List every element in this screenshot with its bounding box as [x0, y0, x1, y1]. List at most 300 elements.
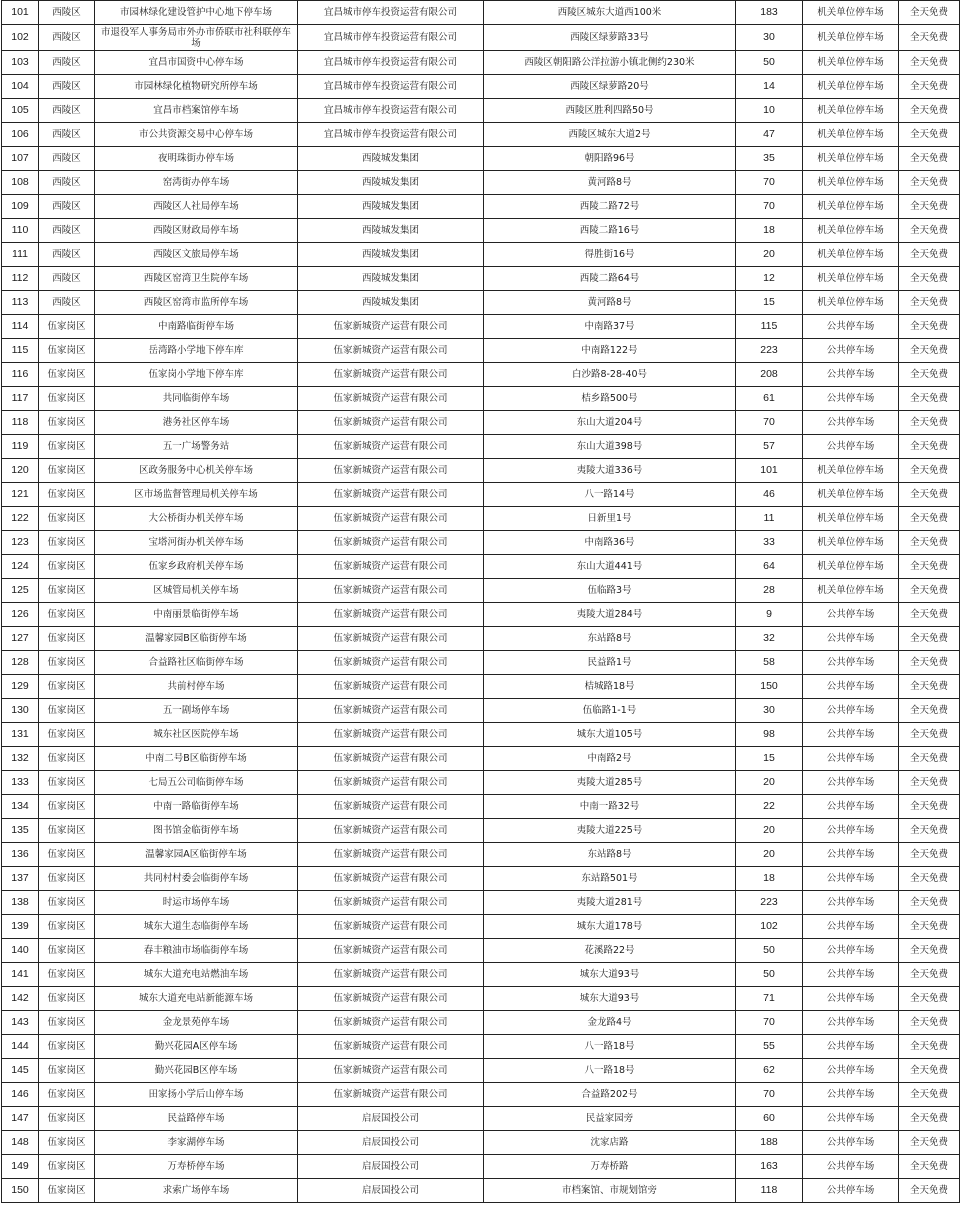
- address-cell: 桔乡路500号: [484, 387, 736, 411]
- district-cell: 伍家岗区: [39, 1011, 95, 1035]
- district-cell: 西陵区: [39, 147, 95, 171]
- fee-cell: 全天免费: [899, 915, 960, 939]
- row-number-cell: 128: [2, 651, 39, 675]
- address-cell: 八一路18号: [484, 1035, 736, 1059]
- row-number-cell: 137: [2, 867, 39, 891]
- row-number-cell: 115: [2, 339, 39, 363]
- district-cell: 伍家岗区: [39, 1107, 95, 1131]
- operator-cell: 伍家新城资产运营有限公司: [298, 1059, 484, 1083]
- table-row: [2, 123, 960, 147]
- table-row: [2, 75, 960, 99]
- operator-cell: 伍家新城资产运营有限公司: [298, 819, 484, 843]
- table-row: [2, 579, 960, 603]
- parking-lot-name-cell: 市园林绿化植物研究所停车场: [95, 75, 298, 99]
- lot-type-cell: 机关单位停车场: [803, 51, 899, 75]
- table-row: [2, 723, 960, 747]
- table-row: [2, 507, 960, 531]
- space-count-cell: 50: [736, 963, 803, 987]
- district-cell: 西陵区: [39, 171, 95, 195]
- space-count-cell: 20: [736, 243, 803, 267]
- fee-cell: 全天免费: [899, 1155, 960, 1179]
- space-count-cell: 18: [736, 867, 803, 891]
- table-row: [2, 459, 960, 483]
- fee-cell: 全天免费: [899, 171, 960, 195]
- fee-cell: 全天免费: [899, 723, 960, 747]
- address-cell: 中南路37号: [484, 315, 736, 339]
- table-row: [2, 435, 960, 459]
- space-count-cell: 58: [736, 651, 803, 675]
- operator-cell: 伍家新城资产运营有限公司: [298, 363, 484, 387]
- table-row: [2, 1107, 960, 1131]
- address-cell: 夷陵大道285号: [484, 771, 736, 795]
- space-count-cell: 55: [736, 1035, 803, 1059]
- address-cell: 西陵区城东大道2号: [484, 123, 736, 147]
- parking-lot-name-cell: 夜明珠街办停车场: [95, 147, 298, 171]
- parking-lot-name-cell: 共前村停车场: [95, 675, 298, 699]
- district-cell: 伍家岗区: [39, 459, 95, 483]
- fee-cell: 全天免费: [899, 579, 960, 603]
- row-number-cell: 124: [2, 555, 39, 579]
- operator-cell: 宜昌城市停车投资运营有限公司: [298, 25, 484, 51]
- row-number-cell: 105: [2, 99, 39, 123]
- operator-cell: 西陵城发集团: [298, 243, 484, 267]
- district-cell: 伍家岗区: [39, 387, 95, 411]
- fee-cell: 全天免费: [899, 819, 960, 843]
- address-cell: 黄河路8号: [484, 291, 736, 315]
- parking-lot-name-cell: 城东大道充电站燃油车场: [95, 963, 298, 987]
- lot-type-cell: 公共停车场: [803, 1131, 899, 1155]
- lot-type-cell: 公共停车场: [803, 987, 899, 1011]
- lot-type-cell: 公共停车场: [803, 843, 899, 867]
- parking-lot-name-cell: 宜昌市档案馆停车场: [95, 99, 298, 123]
- lot-type-cell: 公共停车场: [803, 939, 899, 963]
- district-cell: 伍家岗区: [39, 1179, 95, 1203]
- parking-lot-name-cell: 城东大道充电站新能源车场: [95, 987, 298, 1011]
- address-cell: 合益路202号: [484, 1083, 736, 1107]
- operator-cell: 伍家新城资产运营有限公司: [298, 483, 484, 507]
- table-row: [2, 651, 960, 675]
- parking-lot-name-cell: 区城管局机关停车场: [95, 579, 298, 603]
- table-row: [2, 531, 960, 555]
- lot-type-cell: 公共停车场: [803, 1179, 899, 1203]
- operator-cell: 宜昌城市停车投资运营有限公司: [298, 99, 484, 123]
- row-number-cell: 111: [2, 243, 39, 267]
- lot-type-cell: 机关单位停车场: [803, 267, 899, 291]
- lot-type-cell: 机关单位停车场: [803, 483, 899, 507]
- parking-lot-name-cell: 西陵区窑湾市监所停车场: [95, 291, 298, 315]
- row-number-cell: 120: [2, 459, 39, 483]
- row-number-cell: 145: [2, 1059, 39, 1083]
- district-cell: 伍家岗区: [39, 651, 95, 675]
- table-row: [2, 339, 960, 363]
- address-cell: 伍临路1-1号: [484, 699, 736, 723]
- table-row: [2, 1131, 960, 1155]
- row-number-cell: 122: [2, 507, 39, 531]
- lot-type-cell: 公共停车场: [803, 723, 899, 747]
- lot-type-cell: 机关单位停车场: [803, 531, 899, 555]
- address-cell: 花溪路22号: [484, 939, 736, 963]
- parking-lot-name-cell: 中南一路临街停车场: [95, 795, 298, 819]
- table-row: [2, 603, 960, 627]
- lot-type-cell: 公共停车场: [803, 363, 899, 387]
- operator-cell: 伍家新城资产运营有限公司: [298, 651, 484, 675]
- lot-type-cell: 机关单位停车场: [803, 25, 899, 51]
- fee-cell: 全天免费: [899, 219, 960, 243]
- parking-lot-name-cell: 窑湾街办停车场: [95, 171, 298, 195]
- district-cell: 伍家岗区: [39, 363, 95, 387]
- fee-cell: 全天免费: [899, 75, 960, 99]
- fee-cell: 全天免费: [899, 51, 960, 75]
- operator-cell: 西陵城发集团: [298, 219, 484, 243]
- parking-lot-name-cell: 市园林绿化建设管护中心地下停车场: [95, 1, 298, 25]
- table-row: [2, 267, 960, 291]
- table-row: [2, 771, 960, 795]
- row-number-cell: 141: [2, 963, 39, 987]
- fee-cell: 全天免费: [899, 987, 960, 1011]
- address-cell: 东山大道441号: [484, 555, 736, 579]
- parking-lot-name-cell: 市公共资源交易中心停车场: [95, 123, 298, 147]
- space-count-cell: 70: [736, 1083, 803, 1107]
- parking-lot-name-cell: 春丰粮油市场临街停车场: [95, 939, 298, 963]
- operator-cell: 伍家新城资产运营有限公司: [298, 531, 484, 555]
- space-count-cell: 20: [736, 771, 803, 795]
- fee-cell: 全天免费: [899, 1059, 960, 1083]
- lot-type-cell: 机关单位停车场: [803, 291, 899, 315]
- lot-type-cell: 机关单位停车场: [803, 243, 899, 267]
- lot-type-cell: 机关单位停车场: [803, 1, 899, 25]
- space-count-cell: 20: [736, 819, 803, 843]
- fee-cell: 全天免费: [899, 267, 960, 291]
- fee-cell: 全天免费: [899, 1, 960, 25]
- address-cell: 民益家园旁: [484, 1107, 736, 1131]
- row-number-cell: 130: [2, 699, 39, 723]
- parking-lot-name-cell: 区市场监督管理局机关停车场: [95, 483, 298, 507]
- fee-cell: 全天免费: [899, 147, 960, 171]
- address-cell: 万寿桥路: [484, 1155, 736, 1179]
- space-count-cell: 208: [736, 363, 803, 387]
- space-count-cell: 101: [736, 459, 803, 483]
- operator-cell: 伍家新城资产运营有限公司: [298, 867, 484, 891]
- fee-cell: 全天免费: [899, 339, 960, 363]
- parking-lot-name-cell: 西陵区人社局停车场: [95, 195, 298, 219]
- operator-cell: 伍家新城资产运营有限公司: [298, 987, 484, 1011]
- table-row: [2, 555, 960, 579]
- lot-type-cell: 机关单位停车场: [803, 219, 899, 243]
- district-cell: 伍家岗区: [39, 963, 95, 987]
- address-cell: 夷陵大道281号: [484, 891, 736, 915]
- space-count-cell: 30: [736, 699, 803, 723]
- parking-lot-name-cell: 万寿桥停车场: [95, 1155, 298, 1179]
- parking-lot-name-cell: 伍家岗小学地下停车库: [95, 363, 298, 387]
- parking-lot-name-cell: 五一剧场停车场: [95, 699, 298, 723]
- operator-cell: 伍家新城资产运营有限公司: [298, 387, 484, 411]
- lot-type-cell: 公共停车场: [803, 411, 899, 435]
- space-count-cell: 50: [736, 939, 803, 963]
- lot-type-cell: 公共停车场: [803, 771, 899, 795]
- row-number-cell: 149: [2, 1155, 39, 1179]
- parking-lot-name-cell: 时运市场停车场: [95, 891, 298, 915]
- lot-type-cell: 机关单位停车场: [803, 459, 899, 483]
- space-count-cell: 9: [736, 603, 803, 627]
- table-row: [2, 1059, 960, 1083]
- parking-lot-name-cell: 西陵区文旅局停车场: [95, 243, 298, 267]
- parking-lot-name-cell: 共同临街停车场: [95, 387, 298, 411]
- row-number-cell: 142: [2, 987, 39, 1011]
- row-number-cell: 131: [2, 723, 39, 747]
- address-cell: 得胜街16号: [484, 243, 736, 267]
- district-cell: 伍家岗区: [39, 939, 95, 963]
- operator-cell: 伍家新城资产运营有限公司: [298, 1011, 484, 1035]
- lot-type-cell: 公共停车场: [803, 867, 899, 891]
- row-number-cell: 127: [2, 627, 39, 651]
- address-cell: 八一路18号: [484, 1059, 736, 1083]
- district-cell: 西陵区: [39, 219, 95, 243]
- operator-cell: 伍家新城资产运营有限公司: [298, 1083, 484, 1107]
- fee-cell: 全天免费: [899, 1011, 960, 1035]
- fee-cell: 全天免费: [899, 795, 960, 819]
- row-number-cell: 108: [2, 171, 39, 195]
- lot-type-cell: 公共停车场: [803, 963, 899, 987]
- parking-lot-name-cell: 李家湖停车场: [95, 1131, 298, 1155]
- fee-cell: 全天免费: [899, 843, 960, 867]
- space-count-cell: 223: [736, 339, 803, 363]
- table-row: [2, 795, 960, 819]
- address-cell: 中南路122号: [484, 339, 736, 363]
- parking-lot-name-cell: 伍家乡政府机关停车场: [95, 555, 298, 579]
- address-cell: 东站路8号: [484, 627, 736, 651]
- row-number-cell: 102: [2, 25, 39, 51]
- table-row: [2, 819, 960, 843]
- district-cell: 伍家岗区: [39, 843, 95, 867]
- row-number-cell: 107: [2, 147, 39, 171]
- fee-cell: 全天免费: [899, 555, 960, 579]
- address-cell: 城东大道93号: [484, 987, 736, 1011]
- space-count-cell: 62: [736, 1059, 803, 1083]
- operator-cell: 伍家新城资产运营有限公司: [298, 675, 484, 699]
- parking-lot-name-cell: 勤兴花园A区停车场: [95, 1035, 298, 1059]
- operator-cell: 西陵城发集团: [298, 171, 484, 195]
- space-count-cell: 28: [736, 579, 803, 603]
- operator-cell: 伍家新城资产运营有限公司: [298, 315, 484, 339]
- table-row: [2, 219, 960, 243]
- district-cell: 伍家岗区: [39, 819, 95, 843]
- row-number-cell: 133: [2, 771, 39, 795]
- row-number-cell: 125: [2, 579, 39, 603]
- fee-cell: 全天免费: [899, 627, 960, 651]
- fee-cell: 全天免费: [899, 891, 960, 915]
- row-number-cell: 103: [2, 51, 39, 75]
- parking-lot-name-cell: 合益路社区临街停车场: [95, 651, 298, 675]
- row-number-cell: 140: [2, 939, 39, 963]
- parking-lot-name-cell: 西陵区窑湾卫生院停车场: [95, 267, 298, 291]
- operator-cell: 伍家新城资产运营有限公司: [298, 747, 484, 771]
- operator-cell: 西陵城发集团: [298, 147, 484, 171]
- lot-type-cell: 机关单位停车场: [803, 171, 899, 195]
- table-row: [2, 411, 960, 435]
- space-count-cell: 14: [736, 75, 803, 99]
- address-cell: 中南路2号: [484, 747, 736, 771]
- operator-cell: 宜昌城市停车投资运营有限公司: [298, 51, 484, 75]
- table-row: [2, 483, 960, 507]
- address-cell: 西陵二路72号: [484, 195, 736, 219]
- fee-cell: 全天免费: [899, 411, 960, 435]
- space-count-cell: 18: [736, 219, 803, 243]
- lot-type-cell: 公共停车场: [803, 315, 899, 339]
- table-row: [2, 699, 960, 723]
- table-row: [2, 291, 960, 315]
- address-cell: 朝阳路96号: [484, 147, 736, 171]
- space-count-cell: 150: [736, 675, 803, 699]
- address-cell: 白沙路8-28-40号: [484, 363, 736, 387]
- district-cell: 伍家岗区: [39, 435, 95, 459]
- fee-cell: 全天免费: [899, 1131, 960, 1155]
- address-cell: 夷陵大道336号: [484, 459, 736, 483]
- operator-cell: 伍家新城资产运营有限公司: [298, 459, 484, 483]
- fee-cell: 全天免费: [899, 771, 960, 795]
- operator-cell: 伍家新城资产运营有限公司: [298, 843, 484, 867]
- district-cell: 西陵区: [39, 1, 95, 25]
- address-cell: 中南一路32号: [484, 795, 736, 819]
- space-count-cell: 46: [736, 483, 803, 507]
- address-cell: 夷陵大道225号: [484, 819, 736, 843]
- row-number-cell: 146: [2, 1083, 39, 1107]
- fee-cell: 全天免费: [899, 25, 960, 51]
- district-cell: 伍家岗区: [39, 411, 95, 435]
- row-number-cell: 104: [2, 75, 39, 99]
- space-count-cell: 60: [736, 1107, 803, 1131]
- lot-type-cell: 公共停车场: [803, 339, 899, 363]
- table-row: [2, 387, 960, 411]
- parking-lot-name-cell: 中南路临街停车场: [95, 315, 298, 339]
- space-count-cell: 118: [736, 1179, 803, 1203]
- address-cell: 夷陵大道284号: [484, 603, 736, 627]
- table-row: [2, 195, 960, 219]
- space-count-cell: 70: [736, 1011, 803, 1035]
- row-number-cell: 121: [2, 483, 39, 507]
- district-cell: 伍家岗区: [39, 483, 95, 507]
- parking-lot-table: [1, 0, 960, 1203]
- operator-cell: 启辰国投公司: [298, 1131, 484, 1155]
- parking-lot-name-cell: 田家扬小学后山停车场: [95, 1083, 298, 1107]
- district-cell: 伍家岗区: [39, 699, 95, 723]
- fee-cell: 全天免费: [899, 195, 960, 219]
- row-number-cell: 143: [2, 1011, 39, 1035]
- row-number-cell: 135: [2, 819, 39, 843]
- operator-cell: 伍家新城资产运营有限公司: [298, 507, 484, 531]
- parking-lot-name-cell: 宜昌市国资中心停车场: [95, 51, 298, 75]
- parking-lot-name-cell: 城东大道生态临街停车场: [95, 915, 298, 939]
- operator-cell: 伍家新城资产运营有限公司: [298, 915, 484, 939]
- district-cell: 伍家岗区: [39, 1131, 95, 1155]
- parking-lot-name-cell: 求索广场停车场: [95, 1179, 298, 1203]
- address-cell: 中南路36号: [484, 531, 736, 555]
- district-cell: 伍家岗区: [39, 747, 95, 771]
- district-cell: 伍家岗区: [39, 603, 95, 627]
- operator-cell: 伍家新城资产运营有限公司: [298, 411, 484, 435]
- address-cell: 西陵二路16号: [484, 219, 736, 243]
- lot-type-cell: 公共停车场: [803, 1155, 899, 1179]
- district-cell: 伍家岗区: [39, 795, 95, 819]
- operator-cell: 伍家新城资产运营有限公司: [298, 723, 484, 747]
- operator-cell: 伍家新城资产运营有限公司: [298, 555, 484, 579]
- lot-type-cell: 公共停车场: [803, 603, 899, 627]
- operator-cell: 宜昌城市停车投资运营有限公司: [298, 75, 484, 99]
- lot-type-cell: 公共停车场: [803, 387, 899, 411]
- space-count-cell: 71: [736, 987, 803, 1011]
- table-row: [2, 1035, 960, 1059]
- lot-type-cell: 公共停车场: [803, 675, 899, 699]
- table-row: [2, 315, 960, 339]
- table-row: [2, 891, 960, 915]
- address-cell: 西陵二路64号: [484, 267, 736, 291]
- fee-cell: 全天免费: [899, 1035, 960, 1059]
- operator-cell: 伍家新城资产运营有限公司: [298, 963, 484, 987]
- district-cell: 西陵区: [39, 195, 95, 219]
- address-cell: 金龙路4号: [484, 1011, 736, 1035]
- district-cell: 伍家岗区: [39, 891, 95, 915]
- table-row: [2, 915, 960, 939]
- row-number-cell: 117: [2, 387, 39, 411]
- fee-cell: 全天免费: [899, 651, 960, 675]
- lot-type-cell: 公共停车场: [803, 1035, 899, 1059]
- operator-cell: 西陵城发集团: [298, 195, 484, 219]
- district-cell: 西陵区: [39, 25, 95, 51]
- fee-cell: 全天免费: [899, 435, 960, 459]
- space-count-cell: 183: [736, 1, 803, 25]
- operator-cell: 伍家新城资产运营有限公司: [298, 339, 484, 363]
- fee-cell: 全天免费: [899, 99, 960, 123]
- operator-cell: 伍家新城资产运营有限公司: [298, 579, 484, 603]
- district-cell: 伍家岗区: [39, 579, 95, 603]
- address-cell: 东山大道204号: [484, 411, 736, 435]
- operator-cell: 伍家新城资产运营有限公司: [298, 1035, 484, 1059]
- parking-lot-name-cell: 五一广场警务站: [95, 435, 298, 459]
- district-cell: 西陵区: [39, 99, 95, 123]
- table-row: [2, 147, 960, 171]
- operator-cell: 伍家新城资产运营有限公司: [298, 939, 484, 963]
- fee-cell: 全天免费: [899, 387, 960, 411]
- parking-lot-name-cell: 温馨家园A区临街停车场: [95, 843, 298, 867]
- parking-lot-name-cell: 城东社区医院停车场: [95, 723, 298, 747]
- parking-lot-name-cell: 共同村村委会临街停车场: [95, 867, 298, 891]
- fee-cell: 全天免费: [899, 603, 960, 627]
- district-cell: 西陵区: [39, 51, 95, 75]
- table-row: [2, 171, 960, 195]
- space-count-cell: 70: [736, 411, 803, 435]
- address-cell: 东站路8号: [484, 843, 736, 867]
- table-row: [2, 747, 960, 771]
- fee-cell: 全天免费: [899, 939, 960, 963]
- lot-type-cell: 公共停车场: [803, 1011, 899, 1035]
- space-count-cell: 15: [736, 291, 803, 315]
- row-number-cell: 119: [2, 435, 39, 459]
- lot-type-cell: 机关单位停车场: [803, 195, 899, 219]
- lot-type-cell: 机关单位停车场: [803, 507, 899, 531]
- fee-cell: 全天免费: [899, 459, 960, 483]
- fee-cell: 全天免费: [899, 243, 960, 267]
- address-cell: 沈家店路: [484, 1131, 736, 1155]
- row-number-cell: 112: [2, 267, 39, 291]
- parking-lot-name-cell: 宝塔河街办机关停车场: [95, 531, 298, 555]
- fee-cell: 全天免费: [899, 363, 960, 387]
- district-cell: 西陵区: [39, 123, 95, 147]
- district-cell: 西陵区: [39, 291, 95, 315]
- row-number-cell: 114: [2, 315, 39, 339]
- fee-cell: 全天免费: [899, 291, 960, 315]
- space-count-cell: 223: [736, 891, 803, 915]
- lot-type-cell: 公共停车场: [803, 1083, 899, 1107]
- space-count-cell: 188: [736, 1131, 803, 1155]
